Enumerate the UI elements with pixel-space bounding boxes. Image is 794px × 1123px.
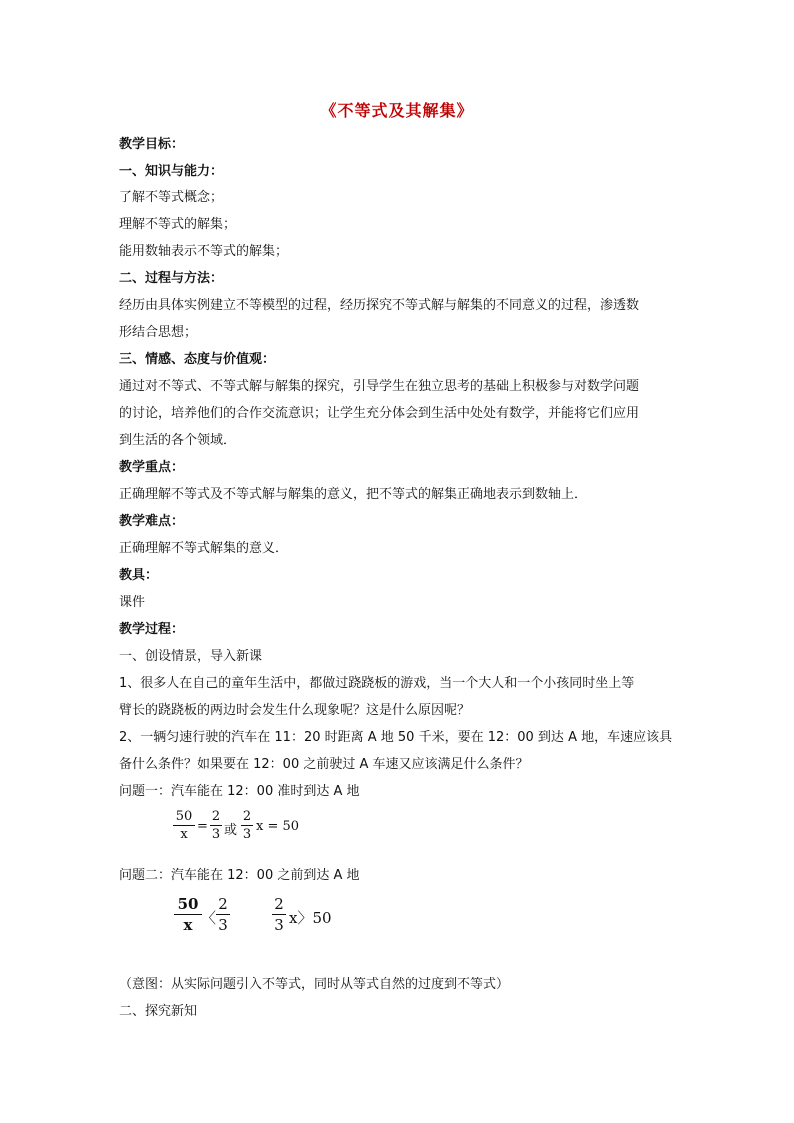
heading-teaching-goals: 教学目标： xyxy=(119,137,185,152)
fraction-bar xyxy=(173,825,195,826)
document-title: 《不等式及其解集》 xyxy=(320,101,474,120)
paragraph-line: 课件 xyxy=(119,595,146,610)
denominator: 3 xyxy=(242,827,252,842)
fraction xyxy=(210,809,222,842)
numerator: 2 xyxy=(218,895,228,913)
fraction-bar xyxy=(210,825,222,826)
goal-item: 理解不等式的解集； xyxy=(119,217,237,232)
paragraph-line: 通过对不等式、不等式解与解集的探究，引导学生在独立思考的基础上积极参与对数学问题 xyxy=(119,379,640,394)
less-than-sign: 〈 xyxy=(201,909,217,927)
paragraph-line: 正确理解不等式解集的意义． xyxy=(119,541,289,556)
fraction-bar xyxy=(241,825,253,826)
section-heading: 二、探究新知 xyxy=(119,1004,198,1019)
paragraph-line: 臂长的跷跷板的两边时会发生什么现象呢？这是什么原因呢？ xyxy=(119,703,471,718)
numerator: 2 xyxy=(274,895,284,913)
heading-teaching-process: 教学过程： xyxy=(119,622,185,637)
denominator: 3 xyxy=(218,916,228,934)
goal-item: 了解不等式概念； xyxy=(119,190,224,205)
paragraph-line: 备什么条件？如果要在 12：00 之前驶过 A 车速又应该满足什么条件？ xyxy=(119,757,529,772)
denominator: x xyxy=(180,827,188,842)
denominator: 3 xyxy=(211,827,221,842)
paragraph-line: 2、一辆匀速行驶的汽车在 11：20 时距离 A 地 50 千米，要在 12：00 到达 A 地，车速应该具 xyxy=(119,730,673,745)
fraction xyxy=(272,895,286,934)
heading-process-method: 二、过程与方法： xyxy=(119,271,224,286)
equation-tail: x = 50 xyxy=(256,819,300,834)
paragraph-line: 经历由具体实例建立不等模型的过程，经历探究不等式解与解集的不同意义的过程，渗透数 xyxy=(119,298,640,313)
heading-key-points: 教学重点： xyxy=(119,460,185,475)
fraction xyxy=(241,809,253,842)
heading-teaching-tools: 教具： xyxy=(119,568,159,583)
equals-sign: = xyxy=(197,819,208,834)
numerator: 2 xyxy=(242,809,252,824)
paragraph-line: 正确理解不等式及不等式解与解集的意义，把不等式的解集正确地表示到数轴上． xyxy=(119,487,588,502)
fraction-bar xyxy=(216,914,230,915)
heading-emotion-values: 三、情感、态度与价值观： xyxy=(119,352,276,367)
fraction xyxy=(216,895,230,934)
problem-two-label: 问题二：汽车能在 12：00 之前到达 A 地 xyxy=(119,868,360,883)
goal-item: 能用数轴表示不等式的解集； xyxy=(119,244,289,259)
fraction xyxy=(174,895,202,934)
section-heading: 一、创设情景，导入新课 xyxy=(119,649,263,664)
denominator: x xyxy=(183,916,193,934)
numerator: 2 xyxy=(211,809,221,824)
paragraph-line: 的讨论，培养他们的合作交流意识；让学生充分体会到生活中处处有数学，并能将它们应用 xyxy=(119,406,640,421)
numerator: 50 xyxy=(175,809,193,824)
fraction xyxy=(173,809,195,842)
denominator: 3 xyxy=(274,916,284,934)
or-text: 或 xyxy=(224,823,238,838)
paragraph-line: 到生活的各个领域． xyxy=(119,433,237,448)
problem-one-label: 问题一：汽车能在 12：00 准时到达 A 地 xyxy=(119,784,360,799)
paragraph-line: （意图：从实际问题引入不等式，同时从等式自然的过度到不等式） xyxy=(119,977,510,992)
numerator: 50 xyxy=(177,895,199,913)
fraction-bar xyxy=(174,914,202,915)
heading-knowledge-ability: 一、知识与能力： xyxy=(119,164,224,179)
heading-difficult-points: 教学难点： xyxy=(119,514,185,529)
paragraph-line: 形结合思想； xyxy=(119,325,198,340)
inequality-tail: x〉50 xyxy=(289,909,332,927)
paragraph-line: 1、很多人在自己的童年生活中，都做过跷跷板的游戏，当一个大人和一个小孩同时坐上等 xyxy=(119,676,635,691)
fraction-bar xyxy=(272,914,286,915)
